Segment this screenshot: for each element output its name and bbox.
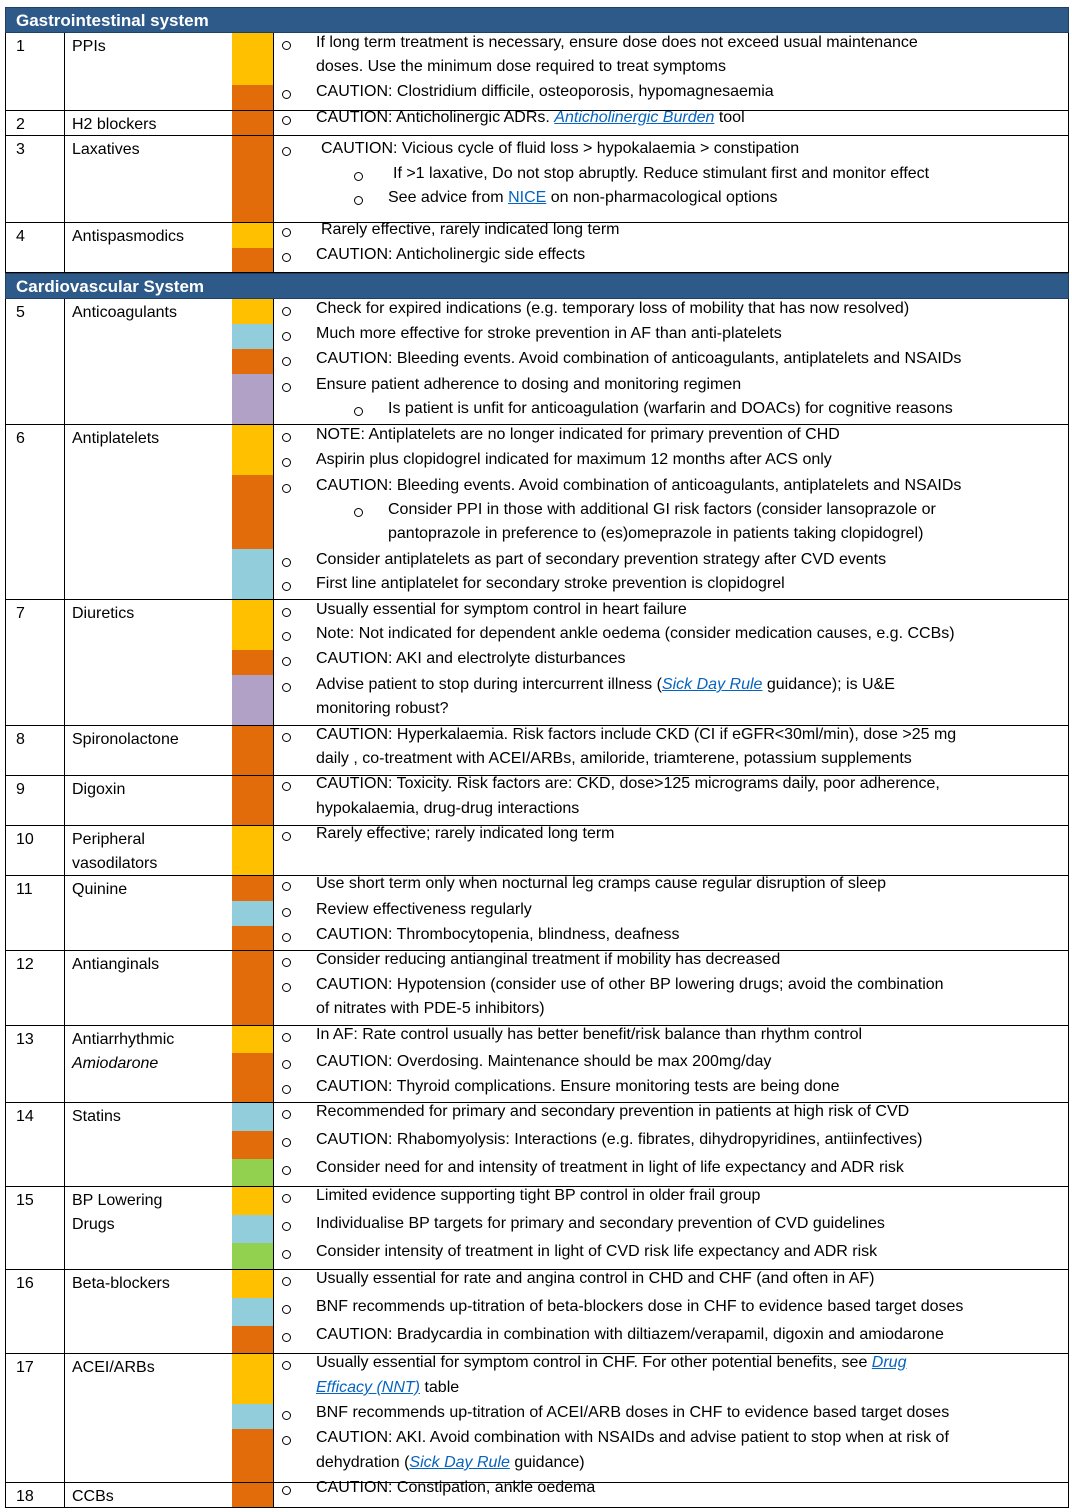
guidance-text: doses. Use the minimum dose required to treat symptoms bbox=[316, 58, 726, 75]
priority-color-block bbox=[232, 1103, 273, 1131]
guidance-text: In AF: Rate control usually has better benefit/risk balance than rhythm control bbox=[316, 1026, 863, 1043]
drug-class-name-line: Antiarrhythmic bbox=[72, 1031, 175, 1048]
priority-color-block bbox=[232, 876, 273, 901]
bullet-icon bbox=[281, 598, 293, 622]
column-divider bbox=[64, 876, 65, 950]
priority-color-block bbox=[232, 1326, 273, 1353]
column-divider bbox=[64, 951, 65, 1025]
table-row bbox=[5, 826, 1069, 876]
guidance-text: Recommended for primary and secondary prevention in patients at high risk of CVD bbox=[316, 1103, 910, 1120]
row-number: 10 bbox=[16, 831, 34, 848]
guidance-text: NOTE: Antiplatelets are no longer indicated for primary prevention of CHD bbox=[316, 426, 840, 443]
priority-color-block bbox=[232, 1483, 273, 1507]
bullet-icon bbox=[281, 1476, 293, 1500]
row-number: 13 bbox=[16, 1031, 34, 1048]
bullet-icon bbox=[281, 1212, 293, 1236]
drug-class-name bbox=[72, 1272, 232, 1296]
guidance-text: CAUTION: Vicious cycle of fluid loss > hypokalaemia > constipation bbox=[321, 140, 800, 157]
bullet-icon bbox=[281, 1023, 293, 1047]
guidance-text: hypokalaemia, drug-drug interactions bbox=[316, 800, 580, 817]
priority-color-block bbox=[232, 926, 273, 950]
priority-color-block bbox=[232, 223, 273, 248]
guidance-text: Rarely effective; rarely indicated long term bbox=[316, 825, 615, 842]
priority-color-block bbox=[232, 650, 273, 675]
guidance-text-part: table bbox=[420, 1379, 460, 1396]
priority-color-block bbox=[232, 1243, 273, 1269]
drug-class-name bbox=[72, 602, 232, 626]
bullet-icon bbox=[281, 723, 293, 747]
drug-class-name-line: Peripheral bbox=[72, 831, 145, 848]
guidance-text bbox=[316, 106, 745, 130]
guidance-text: pantoprazole in preference to (es)omeprazole in patients taking clopidogrel) bbox=[388, 525, 924, 542]
bullet-icon bbox=[281, 1426, 293, 1450]
drug-class-name-line: Antiplatelets bbox=[72, 430, 160, 447]
guidance-text bbox=[316, 673, 895, 697]
guidance-text: Rarely effective, rarely indicated long term bbox=[321, 221, 620, 238]
column-divider bbox=[64, 776, 65, 825]
drug-class-name bbox=[72, 225, 232, 249]
drug-class-name bbox=[72, 138, 232, 162]
guidance-text: Consider antiplatelets as part of secondary prevention strategy after CVD events bbox=[316, 551, 887, 568]
guidance-text: Consider reducing antianginal treatment if mobility has decreased bbox=[316, 951, 781, 968]
row-number: 1 bbox=[16, 38, 25, 55]
priority-color-block bbox=[232, 299, 273, 324]
column-divider bbox=[273, 223, 274, 272]
bullet-icon bbox=[281, 1267, 293, 1291]
bullet-icon bbox=[281, 373, 293, 397]
table-row bbox=[5, 776, 1069, 826]
column-divider bbox=[64, 136, 65, 222]
column-divider bbox=[64, 1354, 65, 1482]
table-row bbox=[5, 951, 1069, 1026]
column-divider bbox=[273, 776, 274, 825]
drug-class-name-line: ACEI/ARBs bbox=[72, 1359, 155, 1376]
bullet-icon bbox=[281, 218, 293, 242]
drug-class-name-line: CCBs bbox=[72, 1488, 114, 1505]
column-divider bbox=[273, 726, 274, 775]
column-divider bbox=[64, 1103, 65, 1186]
section-header: Gastrointestinal system bbox=[5, 7, 1069, 33]
priority-color-block bbox=[232, 248, 273, 272]
guidance-text: Is patient is unfit for anticoagulation (warfarin and DOACs) for cognitive reasons bbox=[388, 400, 953, 417]
table-row bbox=[5, 33, 1069, 111]
guidance-text-part: guidance); is U&E bbox=[762, 676, 895, 693]
row-number: 8 bbox=[16, 731, 25, 748]
drug-class-name bbox=[72, 427, 232, 451]
guidance-link[interactable]: Sick Day Rule bbox=[661, 676, 763, 693]
priority-color-block bbox=[232, 675, 273, 725]
table-row bbox=[5, 1270, 1069, 1354]
row-number: 9 bbox=[16, 781, 25, 798]
guidance-text: Much more effective for stroke prevention in AF than anti-platelets bbox=[316, 325, 782, 342]
drug-class-name bbox=[72, 778, 232, 802]
section-header: Cardiovascular System bbox=[5, 273, 1069, 299]
column-divider bbox=[273, 299, 274, 424]
drug-class-name bbox=[72, 728, 232, 752]
guidance-text: CAUTION: Hyperkalaemia. Risk factors include CKD (CI if eGFR<30ml/min), dose >25 mg bbox=[316, 726, 957, 743]
column-divider bbox=[273, 136, 274, 222]
bullet-icon bbox=[281, 106, 293, 130]
drug-class-name-line: Anticoagulants bbox=[72, 304, 177, 321]
guidance-text: BNF recommends up-titration of beta-blockers dose in CHF to evidence based target doses bbox=[316, 1298, 964, 1315]
table-row bbox=[5, 1026, 1069, 1103]
bullet-icon bbox=[281, 474, 293, 498]
drug-class-name-line: Drugs bbox=[72, 1216, 115, 1233]
guidance-text: CAUTION: Anticholinergic side effects bbox=[316, 246, 586, 263]
guidance-text: CAUTION: Toxicity. Risk factors are: CKD, dose>125 micrograms daily, poor adherence, bbox=[316, 775, 940, 792]
priority-color-block bbox=[232, 600, 273, 650]
column-divider bbox=[64, 33, 65, 110]
guidance-text: CAUTION: Bradycardia in combination with diltiazem/verapamil, digoxin and amiodarone bbox=[316, 1326, 944, 1343]
priority-color-block bbox=[232, 1159, 273, 1186]
bullet-icon bbox=[281, 1075, 293, 1099]
bullet-icon bbox=[281, 872, 293, 896]
column-divider bbox=[273, 1270, 274, 1353]
guidance-text-part: Advise patient to stop during intercurrent illness ( bbox=[316, 676, 662, 693]
drug-class-name bbox=[72, 1105, 232, 1129]
priority-color-block bbox=[232, 425, 273, 450]
column-divider bbox=[64, 600, 65, 725]
column-divider bbox=[273, 876, 274, 950]
guidance-text: If long term treatment is necessary, ensure dose does not exceed usual maintenance bbox=[316, 34, 918, 51]
priority-color-block bbox=[232, 136, 273, 222]
row-number: 3 bbox=[16, 141, 25, 158]
bullet-icon bbox=[353, 498, 365, 522]
column-divider bbox=[273, 1354, 274, 1482]
priority-color-block bbox=[232, 1131, 273, 1159]
bullet-icon bbox=[281, 423, 293, 447]
guidance-text: CAUTION: AKI and electrolyte disturbances bbox=[316, 650, 626, 667]
row-number: 14 bbox=[16, 1108, 34, 1125]
column-divider bbox=[273, 1483, 274, 1507]
row-number: 16 bbox=[16, 1275, 34, 1292]
guidance-text-part: on non-pharmacological options bbox=[546, 189, 778, 206]
drug-class-name bbox=[72, 828, 232, 876]
guidance-text-part: guidance) bbox=[509, 1454, 585, 1471]
table-row bbox=[5, 876, 1069, 951]
bullet-icon bbox=[281, 31, 293, 55]
row-number: 2 bbox=[16, 116, 25, 133]
drug-class-name-line: Laxatives bbox=[72, 141, 140, 158]
drug-class-name bbox=[72, 953, 232, 977]
guidance-text: CAUTION: AKI. Avoid combination with NSAIDs and advise patient to stop when at risk of bbox=[316, 1429, 949, 1446]
table-row bbox=[5, 136, 1069, 223]
column-divider bbox=[64, 826, 65, 875]
guidance-text: CAUTION: Overdosing. Maintenance should be max 200mg/day bbox=[316, 1053, 772, 1070]
bullet-icon bbox=[353, 162, 365, 186]
guidance-text: Check for expired indications (e.g. temporary loss of mobility that has now resolved) bbox=[316, 300, 910, 317]
priority-color-block bbox=[232, 1187, 273, 1215]
priority-color-block bbox=[232, 826, 273, 875]
guidance-link[interactable]: Drug bbox=[871, 1354, 907, 1371]
drug-class-name bbox=[72, 878, 232, 902]
bullet-icon bbox=[281, 572, 293, 596]
row-number: 5 bbox=[16, 304, 25, 321]
priority-color-block bbox=[232, 1298, 273, 1326]
guidance-text-part: tool bbox=[714, 109, 745, 126]
bullet-icon bbox=[353, 397, 365, 421]
guidance-text: CAUTION: Hypotension (consider use of other BP lowering drugs; avoid the combination bbox=[316, 976, 944, 993]
column-divider bbox=[64, 425, 65, 599]
guidance-text: CAUTION: Rhabomyolysis: Interactions (e.g. fibrates, dihydropyridines, antiinfectives) bbox=[316, 1131, 923, 1148]
table-row bbox=[5, 600, 1069, 726]
drug-class-name-line: BP Lowering bbox=[72, 1192, 163, 1209]
guidance-text: BNF recommends up-titration of ACEI/ARB doses in CHF to evidence based target doses bbox=[316, 1404, 950, 1421]
table-row bbox=[5, 1187, 1069, 1270]
drug-class-name-line: PPIs bbox=[72, 38, 106, 55]
column-divider bbox=[64, 726, 65, 775]
table-row bbox=[5, 726, 1069, 776]
priority-color-block bbox=[232, 1354, 273, 1404]
priority-color-block bbox=[232, 1404, 273, 1429]
priority-color-block bbox=[232, 901, 273, 926]
bullet-icon bbox=[281, 1401, 293, 1425]
bullet-icon bbox=[281, 1351, 293, 1375]
table-row bbox=[5, 425, 1069, 600]
drug-class-name-line: Beta-blockers bbox=[72, 1275, 170, 1292]
column-divider bbox=[273, 111, 274, 135]
priority-color-block bbox=[232, 1270, 273, 1298]
column-divider bbox=[64, 1270, 65, 1353]
guidance-text: CAUTION: Thrombocytopenia, blindness, deafness bbox=[316, 926, 680, 943]
column-divider bbox=[273, 1187, 274, 1269]
guidance-text: Usually essential for rate and angina control in CHD and CHF (and often in AF) bbox=[316, 1270, 875, 1287]
table-row bbox=[5, 299, 1069, 425]
drug-class-name bbox=[72, 1485, 232, 1509]
guidance-text: If >1 laxative, Do not stop abruptly. Reduce stimulant first and monitor effect bbox=[393, 165, 930, 182]
guidance-text: daily , co-treatment with ACEI/ARBs, amiloride, triamterene, potassium supplements bbox=[316, 750, 912, 767]
row-number: 15 bbox=[16, 1192, 34, 1209]
guidance-text: Use short term only when nocturnal leg cramps cause regular disruption of sleep bbox=[316, 875, 887, 892]
priority-color-block bbox=[232, 374, 273, 424]
guidance-link[interactable]: Sick Day Rule bbox=[409, 1454, 510, 1471]
drug-class-name bbox=[72, 1189, 232, 1237]
bullet-icon bbox=[281, 548, 293, 572]
guidance-text: Aspirin plus clopidogrel indicated for maximum 12 months after ACS only bbox=[316, 451, 832, 468]
column-divider bbox=[273, 1103, 274, 1186]
column-divider bbox=[64, 223, 65, 272]
guidance-text: CAUTION: Bleeding events. Avoid combination of anticoagulants, antiplatelets and NSAIDs bbox=[316, 350, 962, 367]
column-divider bbox=[273, 425, 274, 599]
guidance-text: Review effectiveness regularly bbox=[316, 901, 532, 918]
drug-class-name-line: Antispasmodics bbox=[72, 228, 185, 245]
bullet-icon bbox=[281, 923, 293, 947]
bullet-icon bbox=[281, 1156, 293, 1180]
drug-class-name bbox=[72, 35, 232, 59]
priority-color-block bbox=[232, 450, 273, 475]
guidance-link[interactable]: NICE bbox=[508, 189, 547, 206]
priority-color-block bbox=[232, 1429, 273, 1482]
bullet-icon bbox=[281, 973, 293, 997]
table-row bbox=[5, 223, 1069, 273]
row-number: 4 bbox=[16, 228, 25, 245]
guidance-link[interactable]: Efficacy (NNT) bbox=[316, 1379, 420, 1396]
drug-class-name bbox=[72, 1356, 232, 1380]
column-divider bbox=[273, 1026, 274, 1102]
table-row bbox=[5, 111, 1069, 136]
column-divider bbox=[64, 1483, 65, 1507]
bullet-icon bbox=[281, 1240, 293, 1264]
drug-class-name-line: Diuretics bbox=[72, 605, 135, 622]
row-number: 11 bbox=[16, 881, 33, 898]
priority-color-block bbox=[232, 726, 273, 775]
bullet-icon bbox=[281, 347, 293, 371]
table-row bbox=[5, 1354, 1069, 1483]
column-divider bbox=[273, 33, 274, 110]
row-number: 18 bbox=[16, 1488, 34, 1505]
priority-color-block bbox=[232, 349, 273, 374]
priority-color-block bbox=[232, 85, 273, 110]
guidance-text: CAUTION: Bleeding events. Avoid combination of anticoagulants, antiplatelets and NSAIDs bbox=[316, 477, 962, 494]
drug-class-name bbox=[72, 1028, 232, 1076]
guidance-text: CAUTION: Clostridium difficile, osteoporosis, hypomagnesaemia bbox=[316, 83, 774, 100]
bullet-icon bbox=[281, 1100, 293, 1124]
column-divider bbox=[64, 111, 65, 135]
column-divider bbox=[64, 299, 65, 424]
drug-class-name-line: Amiodarone bbox=[72, 1055, 159, 1072]
bullet-icon bbox=[281, 1050, 293, 1074]
bullet-icon bbox=[281, 137, 293, 161]
priority-color-block bbox=[232, 1026, 273, 1053]
table-row bbox=[5, 1103, 1069, 1187]
guidance-text: Usually essential for symptom control in heart failure bbox=[316, 601, 687, 618]
bullet-icon bbox=[281, 448, 293, 472]
bullet-icon bbox=[281, 622, 293, 646]
bullet-icon bbox=[281, 1128, 293, 1152]
row-number: 12 bbox=[16, 956, 34, 973]
drug-class-name-line: Digoxin bbox=[72, 781, 126, 798]
guidance-text: Note: Not indicated for dependent ankle oedema (consider medication causes, e.g. CCBs) bbox=[316, 625, 955, 642]
guidance-text bbox=[316, 1351, 906, 1375]
bullet-icon bbox=[281, 1295, 293, 1319]
guidance-text: First line antiplatelet for secondary stroke prevention is clopidogrel bbox=[316, 575, 785, 592]
priority-color-block bbox=[232, 33, 273, 85]
bullet-icon bbox=[353, 186, 365, 210]
guidance-text: Ensure patient adherence to dosing and monitoring regimen bbox=[316, 376, 742, 393]
drug-class-name bbox=[72, 113, 232, 137]
bullet-icon bbox=[281, 673, 293, 697]
drug-class-name-line: Quinine bbox=[72, 881, 128, 898]
priority-color-block bbox=[232, 475, 273, 549]
guidance-text-part: Usually essential for symptom control in CHF. For other potential benefits, see bbox=[316, 1354, 872, 1371]
drug-class-name-line: Statins bbox=[72, 1108, 121, 1125]
guidance-text-part: See advice from bbox=[388, 189, 509, 206]
bullet-icon bbox=[281, 772, 293, 796]
guidance-text: of nitrates with PDE-5 inhibitors) bbox=[316, 1000, 545, 1017]
column-divider bbox=[64, 1026, 65, 1102]
guidance-text: monitoring robust? bbox=[316, 700, 449, 717]
bullet-icon bbox=[281, 898, 293, 922]
drug-class-name bbox=[72, 301, 232, 325]
guidance-text: CAUTION: Constipation, ankle oedema bbox=[316, 1479, 596, 1496]
drug-class-name-line: H2 blockers bbox=[72, 116, 157, 133]
row-number: 6 bbox=[16, 430, 25, 447]
bullet-icon bbox=[281, 1323, 293, 1347]
column-divider bbox=[64, 1187, 65, 1269]
guidance-text: Consider need for and intensity of treatment in light of life expectancy and ADR risk bbox=[316, 1159, 904, 1176]
drug-class-name-line: Antianginals bbox=[72, 956, 160, 973]
drug-class-name-line: Spironolactone bbox=[72, 731, 179, 748]
guidance-text: Limited evidence supporting tight BP control in older frail group bbox=[316, 1187, 761, 1204]
column-divider bbox=[273, 951, 274, 1025]
priority-color-block bbox=[232, 111, 273, 135]
bullet-icon bbox=[281, 297, 293, 321]
priority-color-block bbox=[232, 324, 273, 349]
priority-color-block bbox=[232, 1215, 273, 1243]
table-row bbox=[5, 1479, 1069, 1508]
guidance-text: Individualise BP targets for primary and secondary prevention of CVD guidelines bbox=[316, 1215, 885, 1232]
guidance-text: Consider intensity of treatment in light of CVD risk life expectancy and ADR risk bbox=[316, 1243, 878, 1260]
column-divider bbox=[273, 600, 274, 725]
guidance-text-part: CAUTION: Anticholinergic ADRs. bbox=[316, 109, 555, 126]
column-divider bbox=[273, 826, 274, 875]
priority-color-block bbox=[232, 549, 273, 599]
guidance-text bbox=[388, 186, 778, 210]
priority-color-block bbox=[232, 776, 273, 825]
priority-color-block bbox=[232, 1053, 273, 1102]
priority-color-block bbox=[232, 951, 273, 1025]
guidance-text-part: dehydration ( bbox=[316, 1454, 410, 1471]
bullet-icon bbox=[281, 243, 293, 267]
guidance-text bbox=[316, 1376, 459, 1400]
bullet-icon bbox=[281, 822, 293, 846]
guidance-text bbox=[316, 1451, 585, 1475]
bullet-icon bbox=[281, 1184, 293, 1208]
drug-class-name-line: vasodilators bbox=[72, 855, 158, 872]
bullet-icon bbox=[281, 80, 293, 104]
bullet-icon bbox=[281, 948, 293, 972]
bullet-icon bbox=[281, 647, 293, 671]
row-number: 7 bbox=[16, 605, 25, 622]
row-number: 17 bbox=[16, 1359, 34, 1376]
guidance-text: CAUTION: Thyroid complications. Ensure monitoring tests are being done bbox=[316, 1078, 840, 1095]
guidance-text: Consider PPI in those with additional GI risk factors (consider lansoprazole or bbox=[388, 501, 936, 518]
guidance-link[interactable]: Anticholinergic Burden bbox=[554, 109, 715, 126]
bullet-icon bbox=[281, 322, 293, 346]
